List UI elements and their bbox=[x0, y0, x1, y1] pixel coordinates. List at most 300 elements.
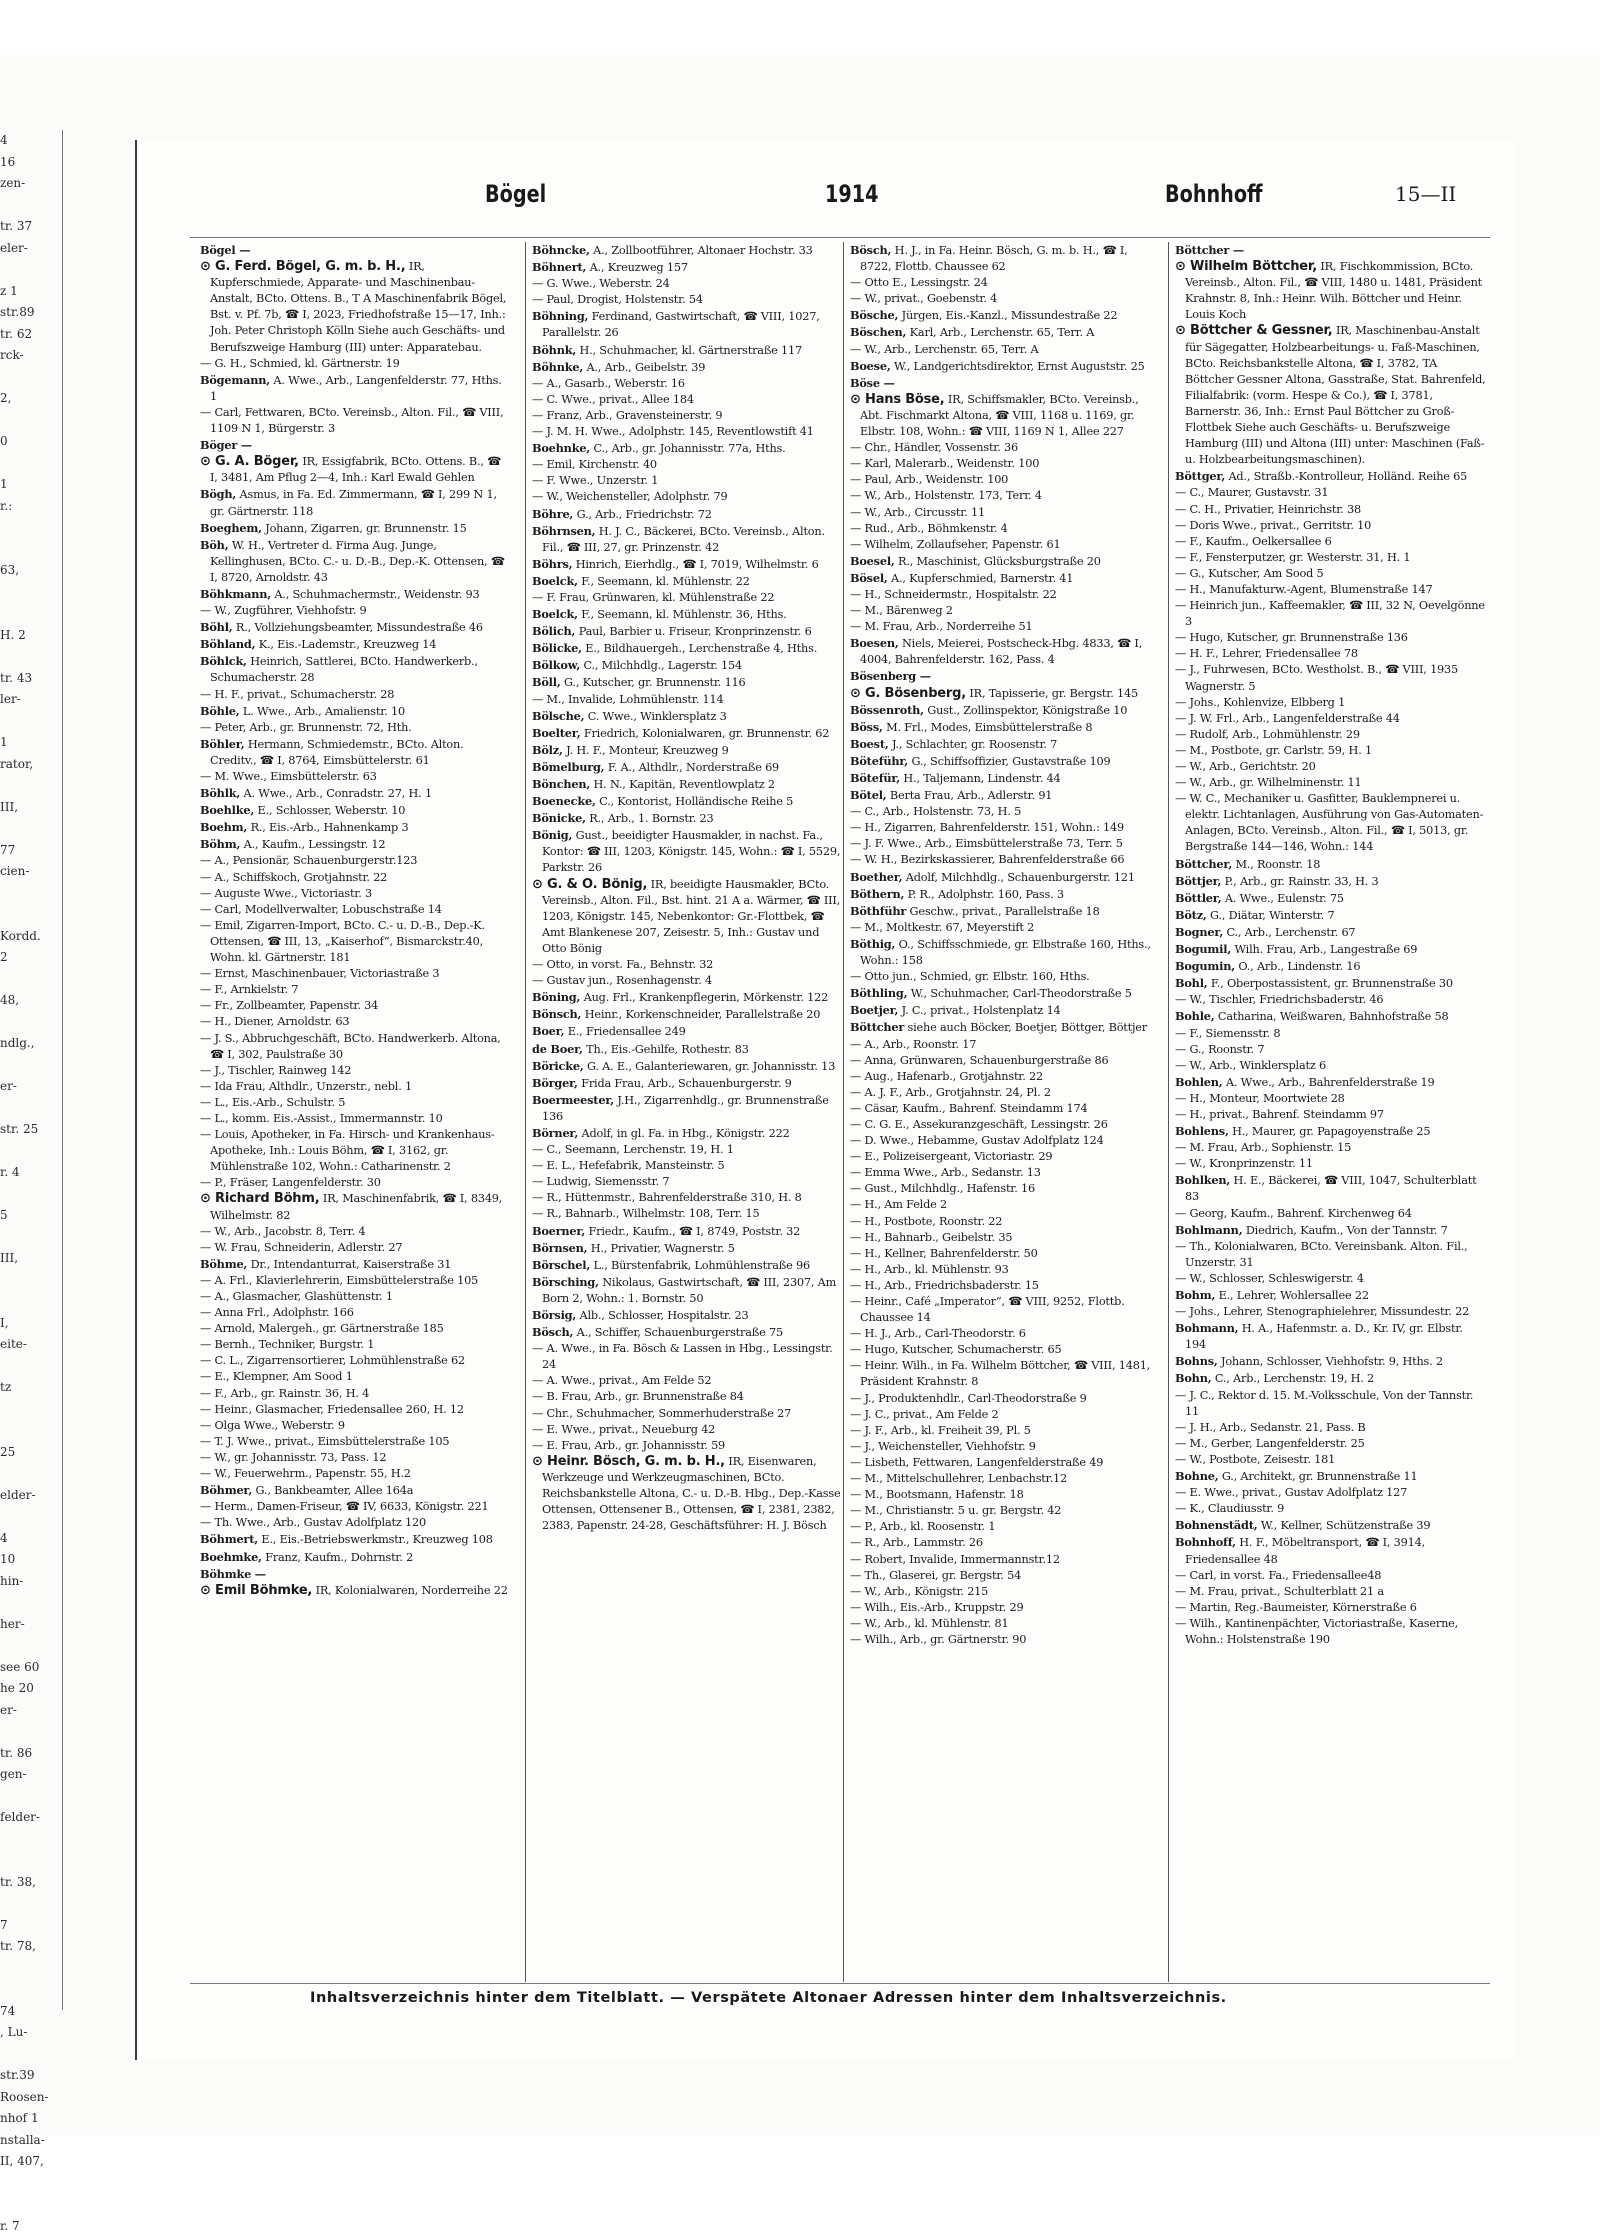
entry-surname: Böse — bbox=[850, 376, 895, 390]
column-divider bbox=[1168, 242, 1169, 1982]
directory-entry bbox=[850, 1455, 1162, 1471]
entry-details: A., Schiffer, Schauenburgerstraße 75 bbox=[573, 1326, 783, 1339]
entry-surname: Bögemann, bbox=[200, 373, 270, 387]
entry-details: G., Bankbeamter, Allee 164a bbox=[252, 1484, 413, 1497]
entry-details: E., Schlosser, Weberstr. 10 bbox=[254, 804, 405, 817]
prev-page-fragment bbox=[0, 2044, 62, 2066]
directory-entry bbox=[1175, 759, 1487, 775]
entry-details: — Gust., Milchhdlg., Hafenstr. 16 bbox=[850, 1182, 1035, 1195]
entry-details: Catharina, Weißwaren, Bahnhofstraße 58 bbox=[1215, 1010, 1449, 1023]
entry-details: Heinrich, Sattlerei, BCto. Handwerkerb., Schumacherstr. 28 bbox=[210, 655, 478, 684]
entry-details: — J. M. H. Wwe., Adolphstr. 145, Reventlowstift 41 bbox=[532, 425, 814, 438]
directory-entry bbox=[1175, 856, 1487, 873]
entry-details: H. A., Hafenmstr. a. D., Kr. IV, gr. Elbstr. 194 bbox=[1185, 1322, 1463, 1351]
directory-entry bbox=[200, 1095, 512, 1111]
entry-surname: Böschen, bbox=[850, 325, 906, 339]
directory-entry bbox=[200, 356, 512, 372]
entry-surname: Böhrnsen, bbox=[532, 524, 595, 538]
column-2 bbox=[532, 242, 844, 1982]
directory-entry bbox=[200, 603, 512, 619]
entry-details: M., Roonstr. 18 bbox=[1232, 858, 1320, 871]
directory-entry bbox=[850, 1294, 1162, 1326]
directory-entry bbox=[532, 708, 844, 725]
entry-details: — F., Arnkielstr. 7 bbox=[200, 983, 298, 996]
directory-entry bbox=[850, 505, 1162, 521]
entry-details: H., Maurer, gr. Papagoyenstraße 25 bbox=[1229, 1125, 1431, 1138]
directory-entry bbox=[850, 587, 1162, 603]
directory-entry bbox=[850, 342, 1162, 358]
entry-details: — H. F., privat., Schumacherstr. 28 bbox=[200, 688, 394, 701]
entry-details: — M. Wwe., Eimsbüttelerstr. 63 bbox=[200, 770, 377, 783]
entry-surname: Bohlmann, bbox=[1175, 1223, 1242, 1237]
entry-details: Aug. Frl., Krankenpflegerin, Mörkenstr. 122 bbox=[580, 991, 828, 1004]
entry-surname: Börger, bbox=[532, 1076, 578, 1090]
directory-entry bbox=[532, 1307, 844, 1324]
prev-page-fragment: tr. 62 bbox=[0, 324, 62, 346]
entry-surname: Börnsen, bbox=[532, 1241, 587, 1255]
entry-surname: Bönicke, bbox=[532, 811, 586, 825]
entry-surname: Böhlck, bbox=[200, 654, 247, 668]
entry-details: — Lisbeth, Fettwaren, Langenfelderstraße 49 bbox=[850, 1456, 1103, 1469]
directory-entry bbox=[532, 674, 844, 691]
directory-entry bbox=[200, 520, 512, 537]
directory-entry bbox=[1175, 1353, 1487, 1370]
prev-page-fragment: tr. 37 bbox=[0, 216, 62, 238]
entry-details: IR, Tapisserie, gr. Bergstr. 145 bbox=[966, 687, 1138, 700]
entry-details: — H. J., Arb., Carl-Theodorstr. 6 bbox=[850, 1327, 1026, 1340]
entry-details: — Cäsar, Kaufm., Bahrenf. Steindamm 174 bbox=[850, 1102, 1088, 1115]
directory-entry bbox=[850, 686, 1162, 702]
entry-surname: Bohnhoff, bbox=[1175, 1535, 1236, 1549]
entry-surname: Bösel, bbox=[850, 571, 888, 585]
entry-surname: Boest, bbox=[850, 737, 889, 751]
directory-entry bbox=[1175, 1239, 1487, 1271]
entry-details: — C. Wwe., privat., Allee 184 bbox=[532, 393, 694, 406]
column-4 bbox=[1175, 242, 1487, 1982]
directory-entry bbox=[850, 456, 1162, 472]
directory-entry bbox=[532, 523, 844, 556]
entry-details: — H., Kellner, Bahrenfelderstr. 50 bbox=[850, 1247, 1038, 1260]
entry-surname: Bögel — bbox=[200, 243, 250, 257]
entry-details: Dr., Intendanturrat, Kaiserstraße 31 bbox=[247, 1258, 451, 1271]
entry-surname: Bohmann, bbox=[1175, 1321, 1238, 1335]
entry-details: A., Kupferschmied, Barnerstr. 41 bbox=[888, 572, 1074, 585]
entry-details: Adolf, in gl. Fa. in Hbg., Königstr. 222 bbox=[578, 1127, 790, 1140]
entry-details: IR, Maschinenbau-Anstalt für Sägegatter, Holzbearbeitungs- u. Faß-Maschinen, BCto. Reichsbankstelle Altona, ☎ I, 3782, TA Böttcher Gessner Altona, Gasstraße, Stat. Bahrenfeld, Filialfabrik: (vorm. Hespe & Co.), ☎ I, 3781, Barnerstr. 36, Inh.: Ernst Paul Böttcher zu Groß-Flottbek Siehe auch Geschäfts- u. Berufszweige Hamburg (III) und Altona (III) unter: Maschinen (Faß- u. Holzbearbeitungsmaschinen). bbox=[1185, 324, 1486, 466]
entry-surname: Bohlken, bbox=[1175, 1173, 1230, 1187]
directory-entry bbox=[850, 1019, 1162, 1036]
prev-page-fragment: 2 bbox=[0, 947, 62, 969]
prev-page-fragment bbox=[0, 1141, 62, 1163]
entry-surname: Bösch, bbox=[850, 243, 891, 257]
entry-surname: Bogumin, bbox=[1175, 959, 1235, 973]
entry-surname: Bösche, bbox=[850, 308, 898, 322]
directory-entry bbox=[200, 918, 512, 966]
entry-details: — P., Arb., kl. Roosenstr. 1 bbox=[850, 1520, 995, 1533]
entry-details: — H., Manufakturw.-Agent, Blumenstraße 147 bbox=[1175, 583, 1432, 596]
entry-details: H., Schuhmacher, kl. Gärtnerstraße 117 bbox=[576, 344, 802, 357]
directory-entry bbox=[532, 1023, 844, 1040]
entry-details: F. A., Althdlr., Norderstraße 69 bbox=[604, 761, 779, 774]
entry-details: A., Kaufm., Lessingstr. 12 bbox=[240, 838, 385, 851]
entry-details: — Louis, Apotheker, in Fa. Hirsch- und Krankenhaus-Apotheke, Inh.: Louis Böhm, ☎ I, 3162, gr. Mühlenstraße 102, Wohn.: Catharinenstr. 2 bbox=[200, 1128, 495, 1173]
directory-entry bbox=[850, 358, 1162, 375]
directory-entry bbox=[1175, 775, 1487, 791]
entry-details: Friedr., Kaufm., ☎ I, 8749, Poststr. 32 bbox=[585, 1225, 800, 1238]
entry-details: — R., Hüttenmstr., Bahrenfelderstraße 310, H. 8 bbox=[532, 1191, 802, 1204]
entry-details: — W., Arb., Winklersplatz 6 bbox=[1175, 1059, 1326, 1072]
directory-entry bbox=[850, 1326, 1162, 1342]
entry-surname: ⊙ G. Ferd. Bögel, G. m. b. H., bbox=[200, 259, 405, 274]
footer-rule bbox=[190, 1983, 1490, 1984]
directory-entry bbox=[200, 1337, 512, 1353]
entry-details: — C., Seemann, Lerchenstr. 19, H. 1 bbox=[532, 1143, 734, 1156]
entry-details: — M., Bärenweg 2 bbox=[850, 604, 953, 617]
directory-entry bbox=[200, 1531, 512, 1548]
entry-details: E., Bildhauergeh., Lerchenstraße 4, Hths. bbox=[582, 642, 817, 655]
prev-page-fragment: 77 bbox=[0, 840, 62, 862]
directory-entry bbox=[850, 886, 1162, 903]
entry-surname: Bösch, bbox=[532, 1325, 573, 1339]
directory-entry bbox=[532, 1422, 844, 1438]
directory-entry bbox=[850, 1487, 1162, 1503]
prev-page-fragment: rck- bbox=[0, 345, 62, 367]
entry-details: — F. Wwe., Unzerstr. 1 bbox=[532, 474, 658, 487]
page-header bbox=[155, 180, 1485, 220]
entry-surname: Bötz, bbox=[1175, 908, 1207, 922]
prev-page-fragment: str.89 bbox=[0, 302, 62, 324]
entry-details: — W., Arb., Circusstr. 11 bbox=[850, 506, 985, 519]
column-3 bbox=[850, 242, 1162, 1982]
directory-entry bbox=[532, 1438, 844, 1454]
directory-entry bbox=[532, 1142, 844, 1158]
directory-entry bbox=[200, 1353, 512, 1369]
directory-entry bbox=[1175, 1172, 1487, 1205]
entry-details: — T. J. Wwe., privat., Eimsbüttelerstraße 105 bbox=[200, 1435, 449, 1448]
entry-surname: ⊙ Richard Böhm, bbox=[200, 1191, 319, 1206]
entry-details: P., Arb., gr. Rainstr. 33, H. 3 bbox=[1221, 875, 1378, 888]
prev-page-fragment: tr. 78, bbox=[0, 1936, 62, 1958]
directory-entry bbox=[532, 1058, 844, 1075]
entry-details: — H., Arb., Friedrichsbaderstr. 15 bbox=[850, 1279, 1039, 1292]
directory-entry bbox=[200, 687, 512, 703]
entry-details: — J., Produktenhdlr., Carl-Theodorstraße 9 bbox=[850, 1392, 1087, 1405]
directory-entry bbox=[850, 820, 1162, 836]
directory-entry bbox=[532, 793, 844, 810]
directory-entry bbox=[200, 1240, 512, 1256]
directory-entry bbox=[850, 1600, 1162, 1616]
directory-entry bbox=[850, 488, 1162, 504]
entry-details: — Emma Wwe., Arb., Sedanstr. 13 bbox=[850, 1166, 1041, 1179]
directory-entry bbox=[532, 810, 844, 827]
entry-details: G., Architekt, gr. Brunnenstraße 11 bbox=[1218, 1470, 1417, 1483]
directory-entry bbox=[1175, 1468, 1487, 1485]
entry-details: — W., Schlosser, Schleswigerstr. 4 bbox=[1175, 1272, 1364, 1285]
entry-surname: Bohm, bbox=[1175, 1288, 1215, 1302]
directory-entry bbox=[1175, 941, 1487, 958]
entry-details: J. H. F., Monteur, Kreuzweg 9 bbox=[563, 744, 729, 757]
directory-entry bbox=[1175, 1042, 1487, 1058]
entry-surname: Boese, bbox=[850, 359, 891, 373]
entry-details: — W. Frau, Schneiderin, Adlerstr. 27 bbox=[200, 1241, 402, 1254]
entry-details: — W., Arb., Gerichtstr. 20 bbox=[1175, 760, 1316, 773]
entry-surname: Böteführ, bbox=[850, 754, 908, 768]
entry-details: H. J. C., Bäckerei, BCto. Vereinsb., Alton. Fil., ☎ III, 27, gr. Prinzenstr. 42 bbox=[542, 525, 825, 554]
entry-surname: Böhmert, bbox=[200, 1532, 258, 1546]
directory-entry bbox=[850, 770, 1162, 787]
directory-entry bbox=[1175, 890, 1487, 907]
directory-entry bbox=[200, 802, 512, 819]
entry-details: E., Eis.-Betriebswerkmstr., Kreuzweg 108 bbox=[258, 1533, 493, 1546]
directory-entry bbox=[532, 359, 844, 376]
entry-details: A., Arb., Geibelstr. 39 bbox=[583, 361, 705, 374]
directory-entry bbox=[850, 1632, 1162, 1648]
entry-details: — Georg, Kaufm., Bahrenf. Kirchenweg 64 bbox=[1175, 1207, 1412, 1220]
entry-surname: Bölkow, bbox=[532, 658, 580, 672]
directory-entry bbox=[200, 486, 512, 519]
directory-entry bbox=[850, 1181, 1162, 1197]
directory-entry bbox=[850, 1002, 1162, 1019]
entry-details: — G., Roonstr. 7 bbox=[1175, 1043, 1264, 1056]
prev-page-fragment: 4 bbox=[0, 130, 62, 152]
directory-entry bbox=[532, 1324, 844, 1341]
entry-details: Th., Eis.-Gehilfe, Rothestr. 83 bbox=[583, 1043, 749, 1056]
directory-entry bbox=[200, 1515, 512, 1531]
entry-details: — C., Maurer, Gustavstr. 31 bbox=[1175, 486, 1328, 499]
entry-surname: Boelck, bbox=[532, 607, 578, 621]
directory-entry bbox=[850, 1133, 1162, 1149]
entry-surname: Böhlk, bbox=[200, 786, 240, 800]
entry-details: — M., Invalide, Lohmühlenstr. 114 bbox=[532, 693, 723, 706]
directory-entry bbox=[532, 573, 844, 590]
directory-entry bbox=[532, 590, 844, 606]
prev-page-fragment: Roosen- bbox=[0, 2087, 62, 2109]
directory-entry bbox=[850, 1230, 1162, 1246]
entry-details: — Otto jun., Schmied, gr. Elbstr. 160, Hths. bbox=[850, 970, 1090, 983]
entry-details: W., Landgerichtsdirektor, Ernst Auguststr. 25 bbox=[891, 360, 1145, 373]
directory-entry bbox=[1175, 1107, 1487, 1123]
entry-surname: Böhl, bbox=[200, 620, 233, 634]
entry-details: — L., Eis.-Arb., Schulstr. 5 bbox=[200, 1096, 345, 1109]
directory-entry bbox=[200, 853, 512, 869]
entry-details: — M., Gerber, Langenfelderstr. 25 bbox=[1175, 1437, 1365, 1450]
directory-entry bbox=[850, 836, 1162, 852]
entry-details: — Peter, Arb., gr. Brunnenstr. 72, Hth. bbox=[200, 721, 412, 734]
directory-entry bbox=[532, 308, 844, 341]
directory-entry bbox=[532, 742, 844, 759]
entry-details: Ad., Straßb.-Kontrolleur, Holländ. Reihe 65 bbox=[1225, 470, 1467, 483]
entry-surname: Boenecke, bbox=[532, 794, 596, 808]
prev-page-fragment: tr. 86 bbox=[0, 1743, 62, 1765]
entry-surname: Bohns, bbox=[1175, 1354, 1218, 1368]
directory-entry bbox=[850, 603, 1162, 619]
prev-page-fragment: er- bbox=[0, 1700, 62, 1722]
prev-page-fragment: Kordd. bbox=[0, 926, 62, 948]
entry-surname: Böhle, bbox=[200, 704, 240, 718]
entry-surname: Bohn, bbox=[1175, 1371, 1211, 1385]
prev-page-fragment bbox=[0, 1098, 62, 1120]
directory-entry bbox=[200, 405, 512, 437]
prev-page-fragment: tr. 43 bbox=[0, 668, 62, 690]
prev-page-fragment: III, bbox=[0, 1248, 62, 1270]
entry-details: — W., Arb., kl. Mühlenstr. 81 bbox=[850, 1617, 1008, 1630]
entry-surname: Börsching, bbox=[532, 1275, 599, 1289]
directory-entry bbox=[850, 920, 1162, 936]
entry-details: M. Frl., Modes, Eimsbüttelerstraße 8 bbox=[883, 721, 1093, 734]
directory-entry bbox=[1175, 550, 1487, 566]
directory-entry bbox=[200, 1273, 512, 1289]
directory-entry bbox=[200, 902, 512, 918]
directory-entry bbox=[850, 668, 1162, 685]
page-number: 15—II bbox=[1395, 182, 1456, 206]
entry-details: — W., Weichensteller, Adolphstr. 79 bbox=[532, 490, 728, 503]
column-divider bbox=[843, 242, 844, 1982]
prev-page-fragment: 0 bbox=[0, 431, 62, 453]
entry-details: — C., Arb., Holstenstr. 73, H. 5 bbox=[850, 805, 1021, 818]
entry-details: — Franz, Arb., Gravensteinerstr. 9 bbox=[532, 409, 722, 422]
directory-entry bbox=[1175, 1026, 1487, 1042]
directory-entry bbox=[200, 1549, 512, 1566]
directory-entry bbox=[532, 1373, 844, 1389]
prev-page-fragment bbox=[0, 1850, 62, 1872]
directory-entry bbox=[1175, 907, 1487, 924]
entry-details: G., Kutscher, gr. Brunnenstr. 116 bbox=[561, 676, 746, 689]
entry-details: IR, Schiffsmakler, BCto. Vereinsb., Abt. Fischmarkt Altona, ☎ VIII, 1168 u. 1169, gr. Elbstr. 108, Wohn.: ☎ VIII, 1169 N 1, Allee 227 bbox=[860, 393, 1139, 438]
entry-details: IR, Kolonialwaren, Norderreihe 22 bbox=[312, 1584, 508, 1597]
prev-page-fragment bbox=[0, 1012, 62, 1034]
directory-entry bbox=[532, 342, 844, 359]
entry-details: — R., Bahnarb., Wilhelmstr. 108, Terr. 15 bbox=[532, 1207, 760, 1220]
directory-entry bbox=[850, 275, 1162, 291]
entry-surname: Bönsch, bbox=[532, 1007, 581, 1021]
directory-entry bbox=[1175, 873, 1487, 890]
entry-details: A., Zollbootführer, Altonaer Hochstr. 33 bbox=[590, 244, 813, 257]
prev-page-fragment bbox=[0, 1979, 62, 2001]
directory-entry bbox=[1175, 1370, 1487, 1387]
prev-page-fragment: r. 7 bbox=[0, 2216, 62, 2237]
directory-entry bbox=[532, 276, 844, 292]
directory-entry bbox=[200, 836, 512, 853]
directory-entry bbox=[200, 1499, 512, 1515]
entry-details: siehe auch Böcker, Boetjer, Böttger, Böttjer bbox=[904, 1021, 1147, 1034]
directory-entry bbox=[200, 1111, 512, 1127]
entry-details: P. R., Adolphstr. 160, Pass. 3 bbox=[904, 888, 1064, 901]
directory-entry bbox=[1175, 992, 1487, 1008]
directory-entry bbox=[200, 1482, 512, 1499]
entry-details: — E. Wwe., privat., Neueburg 42 bbox=[532, 1423, 715, 1436]
directory-entry bbox=[1175, 502, 1487, 518]
entry-details: — Chr., Händler, Vossenstr. 36 bbox=[850, 441, 1018, 454]
directory-entry bbox=[850, 307, 1162, 324]
directory-entry bbox=[200, 1079, 512, 1095]
entry-surname: Bölsche, bbox=[532, 709, 584, 723]
entry-surname: Boelck, bbox=[532, 574, 578, 588]
directory-entry bbox=[1175, 1206, 1487, 1222]
entry-details: — Paul, Drogist, Holstenstr. 54 bbox=[532, 293, 703, 306]
directory-entry bbox=[850, 324, 1162, 341]
prev-page-fragment: I, bbox=[0, 1313, 62, 1335]
entry-surname: Böttcher, bbox=[1175, 857, 1232, 871]
entry-details: — J. W. Frl., Arb., Langenfelderstraße 44 bbox=[1175, 712, 1400, 725]
entry-details: — A. Frl., Klavierlehrerin, Eimsbüttelerstraße 105 bbox=[200, 1274, 478, 1287]
entry-details: — H. F., Lehrer, Friedensallee 78 bbox=[1175, 647, 1358, 660]
directory-entry bbox=[200, 1305, 512, 1321]
directory-entry bbox=[1175, 711, 1487, 727]
entry-details: — Hugo, Kutscher, Schumacherstr. 65 bbox=[850, 1343, 1061, 1356]
prev-page-fragment: nhof 1 bbox=[0, 2108, 62, 2130]
entry-surname: Börsig, bbox=[532, 1308, 576, 1322]
entry-details: — Th. Wwe., Arb., Gustav Adolfplatz 120 bbox=[200, 1516, 426, 1529]
prev-page-fragment: 4 bbox=[0, 1528, 62, 1550]
directory-entry bbox=[850, 440, 1162, 456]
entry-details: — W., Arb., Lerchenstr. 65, Terr. A bbox=[850, 343, 1039, 356]
entry-surname: Boehnke, bbox=[532, 441, 590, 455]
prev-page-fragment: , Lu- bbox=[0, 2022, 62, 2044]
entry-details: — Th., Glaserei, gr. Bergstr. 54 bbox=[850, 1569, 1021, 1582]
entry-details: C., Arb., gr. Johannisstr. 77a, Hths. bbox=[590, 442, 785, 455]
prev-page-fragment: 5 bbox=[0, 1205, 62, 1227]
entry-surname: Böttcher — bbox=[1175, 243, 1244, 257]
prev-page-fragment bbox=[0, 1721, 62, 1743]
entry-details: — P., Fräser, Langenfelderstr. 30 bbox=[200, 1176, 381, 1189]
directory-entry bbox=[532, 623, 844, 640]
entry-details: F., Oberpostassistent, gr. Brunnenstraße 30 bbox=[1208, 977, 1453, 990]
entry-details: — Aug., Hafenarb., Grotjahnstr. 22 bbox=[850, 1070, 1043, 1083]
entry-surname: Börner, bbox=[532, 1126, 578, 1140]
directory-entry bbox=[532, 1240, 844, 1257]
directory-entry bbox=[850, 472, 1162, 488]
entry-details: — A., Glasmacher, Glashüttenstr. 1 bbox=[200, 1290, 393, 1303]
entry-details: — A. J. F., Arb., Grotjahnstr. 24, Pl. 2 bbox=[850, 1086, 1051, 1099]
entry-details: — W., Tischler, Friedrichsbaderstr. 46 bbox=[1175, 993, 1383, 1006]
entry-details: — H., Schneidermstr., Hospitalstr. 22 bbox=[850, 588, 1057, 601]
entry-details: — W., Arb., Königstr. 215 bbox=[850, 1585, 988, 1598]
prev-page-fragment: r. 4 bbox=[0, 1162, 62, 1184]
entry-details: A. Wwe., Eulenstr. 75 bbox=[1221, 892, 1343, 905]
entry-details: H. E., Bäckerei, ☎ VIII, 1047, Schulterblatt 83 bbox=[1185, 1174, 1476, 1203]
prev-page-fragment bbox=[0, 1399, 62, 1421]
entry-surname: Bohne, bbox=[1175, 1469, 1218, 1483]
directory-entry bbox=[850, 392, 1162, 440]
entry-details: — Wilhelm, Zollaufseher, Papenstr. 61 bbox=[850, 538, 1061, 551]
directory-entry bbox=[1175, 1420, 1487, 1436]
directory-entry bbox=[532, 973, 844, 989]
entry-details: E., Lehrer, Wohlersallee 22 bbox=[1215, 1289, 1369, 1302]
entry-surname: Bohle, bbox=[1175, 1009, 1215, 1023]
prev-page-fragment: 1 bbox=[0, 474, 62, 496]
entry-details: — A. Wwe., privat., Am Felde 52 bbox=[532, 1374, 711, 1387]
entry-details: — J., Tischler, Rainweg 142 bbox=[200, 1064, 351, 1077]
entry-details: H. J., in Fa. Heinr. Bösch, G. m. b. H., ☎ I, 8722, Flottb. Chaussee 62 bbox=[860, 244, 1128, 273]
entry-details: — Otto, in vorst. Fa., Behnstr. 32 bbox=[532, 958, 713, 971]
entry-details: IR, Essigfabrik, BCto. Ottens. B., ☎ I, 3481, Am Pflug 2—4, Inh.: Karl Ewald Gehlen bbox=[210, 455, 501, 484]
prev-page-fragment: tr. 38, bbox=[0, 1872, 62, 1894]
entry-details: — Bernh., Techniker, Burgstr. 1 bbox=[200, 1338, 374, 1351]
directory-entry bbox=[200, 1583, 512, 1599]
entry-surname: Böhnk, bbox=[532, 343, 576, 357]
entry-details: Friedrich, Kolonialwaren, gr. Brunnenstr. 62 bbox=[580, 727, 829, 740]
directory-entry bbox=[200, 537, 512, 586]
entry-details: G., Diätar, Winterstr. 7 bbox=[1207, 909, 1335, 922]
entry-details: — Heinr., Café „Imperator“, ☎ VIII, 9252, Flottb. Chaussee 14 bbox=[850, 1295, 1125, 1324]
directory-columns bbox=[190, 242, 1490, 1982]
entry-details: — Herm., Damen-Friseur, ☎ IV, 6633, Königstr. 221 bbox=[200, 1500, 488, 1513]
entry-details: A., Schuhmachermstr., Weidenstr. 93 bbox=[271, 588, 480, 601]
directory-entry bbox=[850, 736, 1162, 753]
directory-entry bbox=[1175, 791, 1487, 855]
entry-details: — M., Bootsmann, Hafenstr. 18 bbox=[850, 1488, 1024, 1501]
directory-entry bbox=[850, 1391, 1162, 1407]
